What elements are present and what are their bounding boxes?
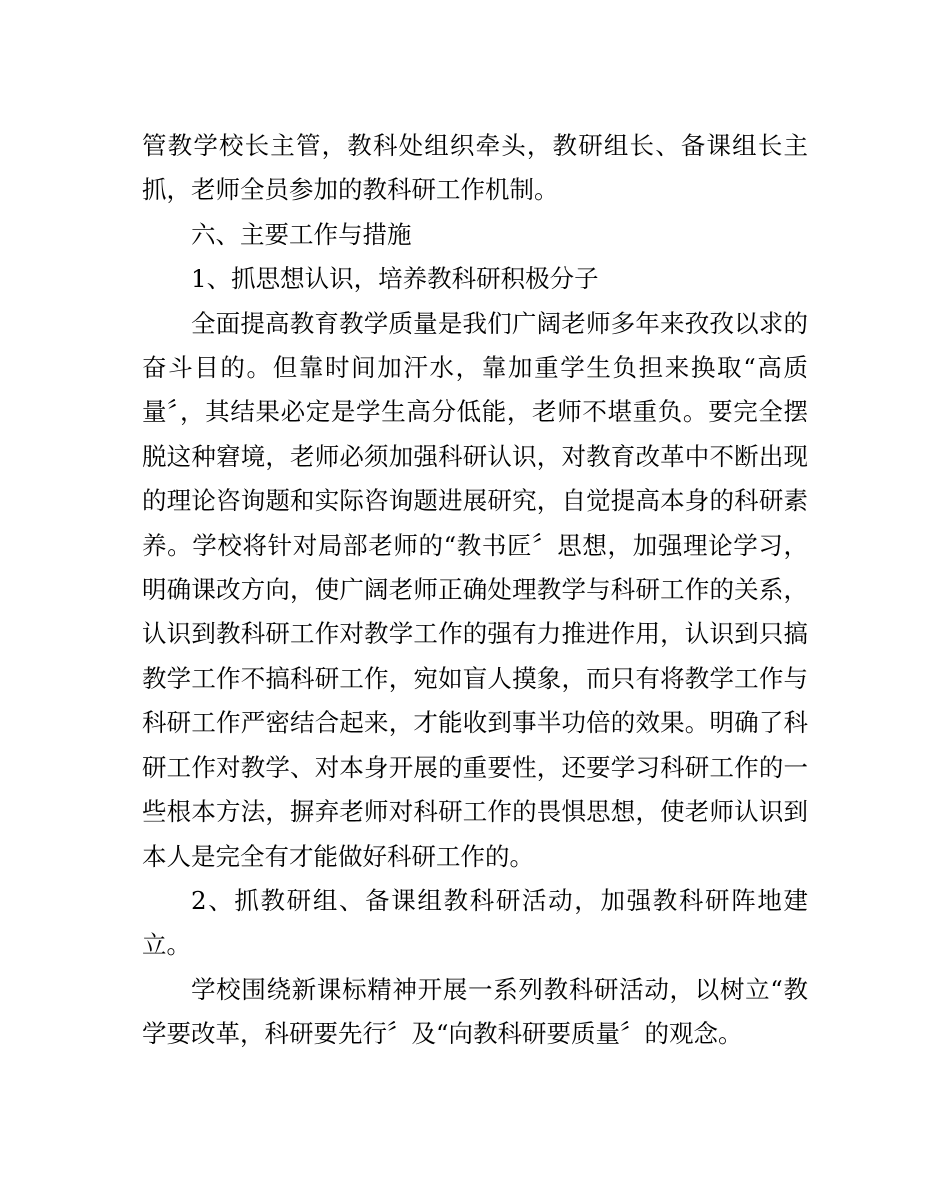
subheading-research-groups: 2、抓教研组、备课组教科研活动，加强教科研阵地建立。 <box>142 885 808 960</box>
paragraph-new-curriculum: 学校围绕新课标精神开展一系列教科研活动，以树立“教学要改革，科研要先行〞及“向教科研要质量〞的观念。 <box>142 974 808 1049</box>
subheading-ideological-awareness: 1、抓思想认识，培养教科研积极分子 <box>191 264 599 294</box>
paragraph-teaching-quality: 全面提高教育教学质量是我们广阔老师多年来孜孜以求的奋斗目的。但靠时间加汗水，靠加重学生负担来换取“高质量〞，其结果必定是学生高分低能，老师不堪重负。要完全摆脱这种窘境，老师必须加强科研认识，对教育改革中不断出现的理论咨询题和实际咨询题进展研究，自觉提高本身的科研素养。学校将针对局部老师的“教书匠〞思想，加强理论学习，明确课改方向，使广阔老师正确处理教学与科研工作的关系，认识到教科研工作对教学工作的强有力推进作用，认识到只搞教学工作不搞科研工作，宛如盲人摸象，而只有将教学工作与科研工作严密结合起来，才能收到事半功倍的效果。明确了科研工作对教学、对本身开展的重要性，还要学习科研工作的一些根本方法，摒弃老师对科研工作的畏惧思想，使老师认识到本人是完全有才能做好科研工作的。 <box>142 308 808 871</box>
section-heading-main-work: 六、主要工作与措施 <box>191 219 412 249</box>
paragraph-mechanism: 管教学校长主管，教科处组织牵头，教研组长、备课组长主抓，老师全员参加的教科研工作机制。 <box>142 131 808 205</box>
document-body <box>142 124 808 1057</box>
